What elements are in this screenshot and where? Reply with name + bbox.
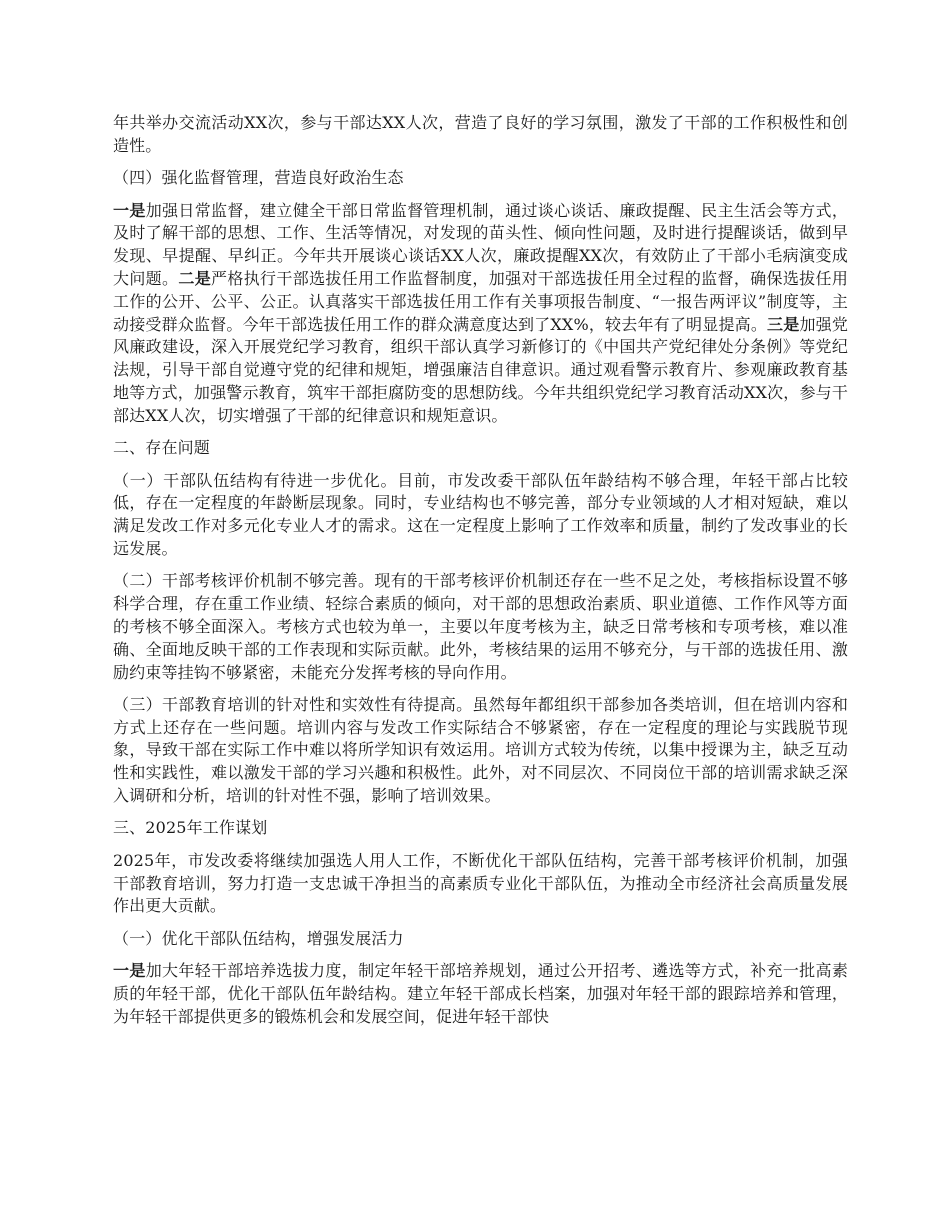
lead-one: 一是 [113, 200, 146, 220]
paragraph-problem-1: （一）干部队伍结构有待进一步优化。目前，市发改委干部队伍年龄结构不够合理，年轻干部占比较低，存在一定程度的年龄断层现象。同时，专业结构也不够完善，部分专业领域的人才相对短缺，难以满足发改工作对多元化专业人才的需求。这在一定程度上影响了工作效率和质量，制约了发改事业的长远发展。 [113, 470, 848, 558]
subsection-heading-structure: （一）优化干部队伍结构，增强发展活力 [113, 928, 404, 948]
lead-three: 三是 [767, 314, 800, 334]
document-page [113, 112, 848, 1038]
section-heading-supervision: （四）强化监督管理，营造良好政治生态 [113, 168, 404, 188]
paragraph-problem-2: （二）干部考核评价机制不够完善。现有的干部考核评价机制还存在一些不足之处，考核指标设置不够科学合理，存在重工作业绩、轻综合素质的倾向，对干部的思想政治素质、职业道德、工作作风等方面的考核不够全面深入。考核方式也较为单一，主要以年度考核为主，缺乏日常考核和专项考核，难以准确、全面地反映干部的工作表现和实际贡献。此外，考核结果的运用不够充分，与干部的选拔任用、激励约束等挂钩不够紧密，未能充分发挥考核的导向作用。 [113, 571, 848, 682]
paragraph-problem-3: （三）干部教育培训的针对性和实效性有待提高。虽然每年都组织干部参加各类培训，但在培训内容和方式上还存在一些问题。培训内容与发改工作实际结合不够紧密，存在一定程度的理论与实践脱节现象，导致干部在实际工作中难以将所学知识有效运用。培训方式较为传统，以集中授课为主，缺乏互动性和实践性，难以激发干部的学习兴趣和积极性。此外，对不同层次、不同岗位干部的培训需求缺乏深入调研和分析，培训的针对性不强，影响了培训效果。 [113, 694, 848, 806]
paragraph-text: 严格执行干部选拔任用工作监督制度，加强对干部选拔任用全过程的监督，确保选拔任用工作的公开、公平、公正。认真落实干部选拔任用工作有关事项报告制度、“一报告两评议”制度等，主动接受群众监督。今年干部选拔任用工作的群众满意度达到了XX%，较去年有了明显提高。 [113, 268, 848, 334]
paragraph-text: 加强日常监督，建立健全干部日常监督管理机制，通过谈心谈话、廉政提醒、民主生活会等方式，及时了解干部的思想、工作、生活等情况，对发现的苗头性、倾向性问题，及时进行提醒谈话，做到早发现、早提醒、早纠正。今年共开展谈心谈话XX人次，廉政提醒XX次，有效防止了干部小毛病演变成大问题。 [113, 200, 848, 288]
paragraph-text: 加强党风廉政建设，深入开展党纪学习教育，组织干部认真学习新修订的《中国共产党纪律处分条例》等党纪法规，引导干部自觉遵守党的纪律和规矩，增强廉洁自律意识。通过观看警示教育片、参观廉政教育基地等方式，加强警示教育，筑牢干部拒腐防变的思想防线。今年共组织党纪学习教育活动XX次，参与干部达XX人次，切实增强了干部的纪律意识和规矩意识。 [113, 314, 849, 425]
section-heading-plan: 三、2025年工作谋划 [113, 818, 268, 838]
section-heading-problems: 二、存在问题 [113, 438, 210, 458]
paragraph-structure [113, 960, 848, 1028]
paragraph-continued: 年共举办交流活动XX次，参与干部达XX人次，营造了良好的学习氛围，激发了干部的工作积极性和创造性。 [113, 113, 848, 155]
lead-two: 二是 [178, 268, 212, 288]
paragraph-plan-intro: 2025年，市发改委将继续加强选人用人工作，不断优化干部队伍结构，完善干部考核评价机制，加强干部教育培训，努力打造一支忠诚干净担当的高素质专业化干部队伍，为推动全市经济社会高质量发展作出更大贡献。 [113, 850, 848, 916]
lead-one: 一是 [113, 961, 146, 981]
paragraph-text: 加大年轻干部培养选拔力度，制定年轻干部培养规划，通过公开招考、遴选等方式，补充一批高素质的年轻干部，优化干部队伍年龄结构。建立年轻干部成长档案，加强对年轻干部的跟踪培养和管理，为年轻干部提供更多的锻炼机会和发展空间，促进年轻干部快 [113, 961, 848, 1026]
paragraph-supervision [113, 200, 848, 428]
